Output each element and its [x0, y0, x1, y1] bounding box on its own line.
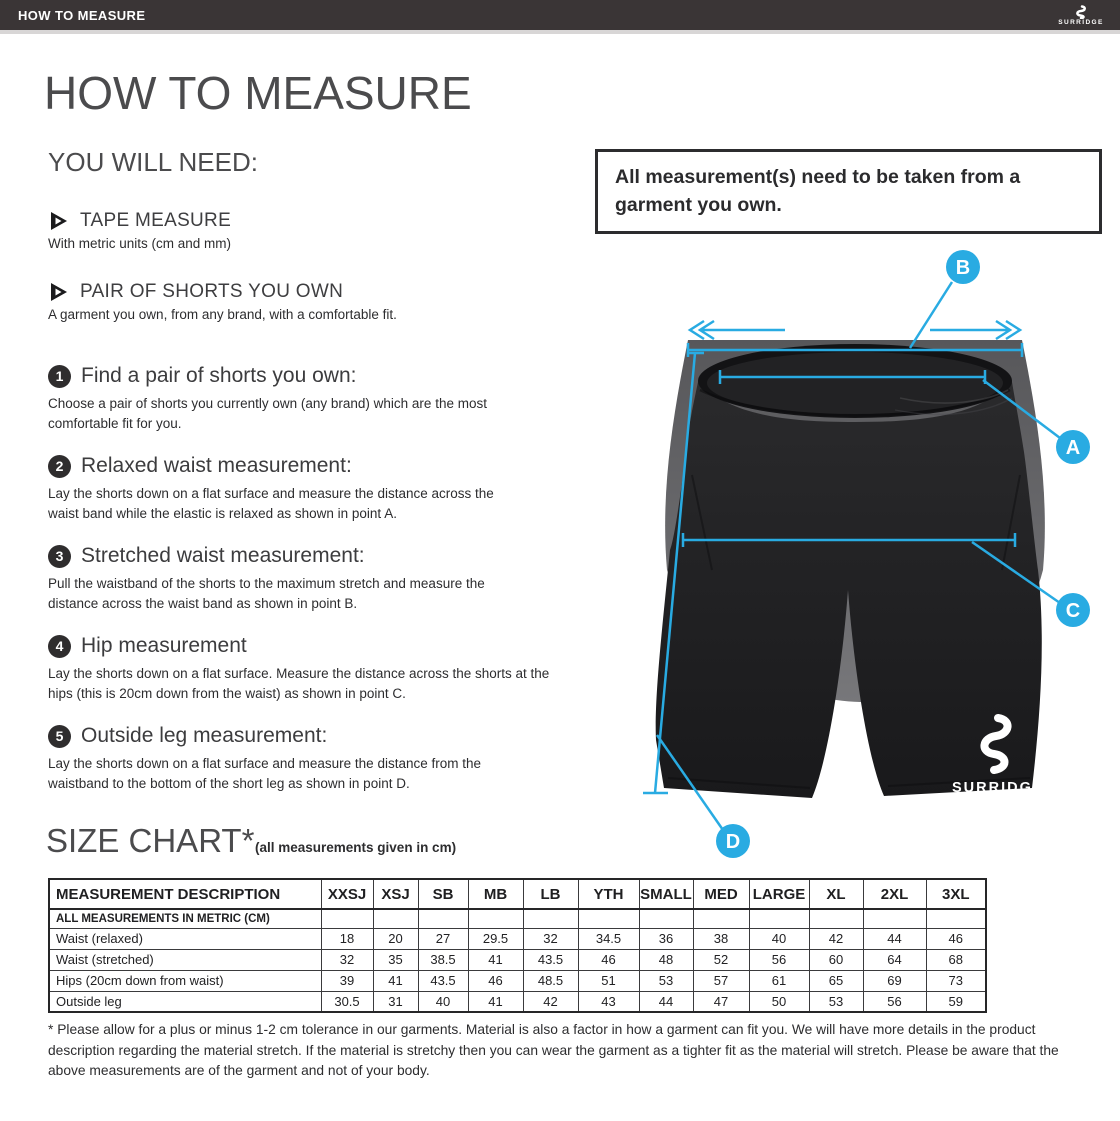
step-body: Choose a pair of shorts you currently own (any brand) which are the most comfortable fit for you. — [48, 396, 487, 432]
value-cell: 29.5 — [468, 928, 523, 949]
svg-text:A: A — [1065, 437, 1081, 459]
surridge-logo-icon — [1073, 5, 1089, 19]
table-row — [49, 949, 986, 970]
size-chart-column-header: XXSJ — [321, 879, 373, 909]
table-row — [49, 991, 986, 1012]
size-chart-column-header: LB — [523, 879, 578, 909]
measure-point-a — [1056, 430, 1090, 464]
value-cell: 52 — [693, 949, 749, 970]
table-cell — [321, 909, 373, 928]
table-cell — [523, 909, 578, 928]
table-cell — [693, 909, 749, 928]
measure-point-d — [716, 824, 750, 858]
size-chart-column-header: SMALL — [639, 879, 693, 909]
table-cell — [749, 909, 809, 928]
size-chart-column-header: YTH — [578, 879, 639, 909]
value-cell: 35 — [373, 949, 418, 970]
table-cell — [468, 909, 523, 928]
leader-line-b — [910, 282, 952, 348]
size-chart-column-header: SB — [418, 879, 468, 909]
row-label-cell: Outside leg — [49, 991, 321, 1012]
value-cell: 43.5 — [418, 970, 468, 991]
value-cell: 57 — [693, 970, 749, 991]
value-cell: 51 — [578, 970, 639, 991]
you-will-need-heading: YOU WILL NEED: — [48, 147, 258, 177]
size-chart-column-header: MB — [468, 879, 523, 909]
value-cell: 53 — [809, 991, 863, 1012]
supply-desc: With metric units (cm and mm) — [48, 236, 232, 251]
step-title: Stretched waist measurement: — [81, 544, 365, 567]
table-cell — [418, 909, 468, 928]
value-cell: 18 — [321, 928, 373, 949]
value-cell: 59 — [926, 991, 986, 1012]
shorts-diagram — [600, 240, 1120, 880]
value-cell: 46 — [468, 970, 523, 991]
supply-desc: A garment you own, from any brand, with a comfortable fit. — [48, 307, 397, 322]
table-cell — [373, 909, 418, 928]
size-chart-column-header: LARGE — [749, 879, 809, 909]
note-text: All measurement(s) need to be taken from a garment you own. — [615, 166, 1021, 216]
table-cell — [926, 909, 986, 928]
step-number-badge: 4 — [48, 635, 71, 658]
size-chart-column-header: 3XL — [926, 879, 986, 909]
step-number-badge: 3 — [48, 545, 71, 568]
table-cell — [863, 909, 926, 928]
step-number-badge: 5 — [48, 725, 71, 748]
supply-name: TAPE MEASURE — [80, 210, 232, 231]
footnote: * Please allow for a plus or minus 1-2 cm tolerance in our garments. Material is also a factor in how a garment can fit you. We will have more details in the product description regarding the material stretch. If the material is stretchy then you can wear the garment as a tighter fit as the material will stretch. Please be aware that the above measurements are of the garment and not of your body. — [48, 1022, 1059, 1079]
topbar-divider — [0, 30, 1120, 34]
measure-point-b — [946, 250, 980, 284]
surridge-brand-logo — [1052, 2, 1110, 28]
topbar — [0, 0, 1120, 30]
value-cell: 48.5 — [523, 970, 578, 991]
value-cell: 34.5 — [578, 928, 639, 949]
size-chart-column-header: 2XL — [863, 879, 926, 909]
supply-item-shorts — [48, 281, 397, 322]
table-row — [49, 970, 986, 991]
svg-text:B: B — [955, 257, 971, 279]
shorts-body — [656, 382, 1042, 798]
page-title: HOW TO MEASURE — [44, 67, 472, 119]
value-cell: 38.5 — [418, 949, 468, 970]
table-cell — [809, 909, 863, 928]
value-cell: 41 — [373, 970, 418, 991]
row-label-cell: Waist (stretched) — [49, 949, 321, 970]
triangle-bullet-icon — [48, 281, 70, 303]
size-chart-column-header: MED — [693, 879, 749, 909]
supply-name: PAIR OF SHORTS YOU OWN — [80, 281, 344, 302]
value-cell: 40 — [749, 928, 809, 949]
garment-logo-text: SURRIDGE — [952, 780, 1045, 796]
measure-point-c — [1056, 593, 1090, 627]
value-cell: 30.5 — [321, 991, 373, 1012]
value-cell: 27 — [418, 928, 468, 949]
value-cell: 56 — [863, 991, 926, 1012]
value-cell: 68 — [926, 949, 986, 970]
step-title: Hip measurement — [81, 634, 247, 657]
size-chart-column-header: XL — [809, 879, 863, 909]
triangle-bullet-icon — [48, 210, 70, 232]
value-cell: 50 — [749, 991, 809, 1012]
value-cell: 43 — [578, 991, 639, 1012]
size-chart-table — [48, 878, 987, 1013]
step-item-4 — [48, 634, 553, 705]
step-number-badge: 2 — [48, 455, 71, 478]
svg-text:D: D — [725, 831, 741, 853]
value-cell: 42 — [809, 928, 863, 949]
shorts-image — [600, 240, 1120, 880]
value-cell: 36 — [639, 928, 693, 949]
value-cell: 46 — [578, 949, 639, 970]
value-cell: 39 — [321, 970, 373, 991]
step-body: Lay the shorts down on a flat surface and measure the distance from the waistband to the bottom of the short leg as shown in point D. — [48, 756, 481, 792]
stretch-arrow-left — [690, 321, 785, 339]
value-cell: 44 — [639, 991, 693, 1012]
table-row — [49, 909, 986, 928]
size-chart-heading: SIZE CHART* — [46, 822, 255, 859]
row-label-cell: Hips (20cm down from waist) — [49, 970, 321, 991]
value-cell: 65 — [809, 970, 863, 991]
step-item-5 — [48, 724, 553, 795]
value-cell: 44 — [863, 928, 926, 949]
table-row — [49, 928, 986, 949]
value-cell: 40 — [418, 991, 468, 1012]
value-cell: 20 — [373, 928, 418, 949]
value-cell: 43.5 — [523, 949, 578, 970]
table-cell — [578, 909, 639, 928]
value-cell: 64 — [863, 949, 926, 970]
note-box — [595, 149, 1102, 234]
value-cell: 32 — [321, 949, 373, 970]
step-item-3 — [48, 544, 553, 615]
step-body: Lay the shorts down on a flat surface. Measure the distance across the shorts at the hips (this is 20cm down from the waist) as shown in point C. — [48, 666, 550, 702]
step-item-1 — [48, 364, 553, 435]
step-title: Outside leg measurement: — [81, 724, 328, 747]
step-body: Pull the waistband of the shorts to the maximum stretch and measure the distance across the waist band as shown in point B. — [48, 576, 485, 612]
value-cell: 69 — [863, 970, 926, 991]
value-cell: 41 — [468, 991, 523, 1012]
table-cell — [639, 909, 693, 928]
value-cell: 32 — [523, 928, 578, 949]
value-cell: 60 — [809, 949, 863, 970]
stretch-arrow-right — [930, 321, 1020, 339]
row-label-cell: Waist (relaxed) — [49, 928, 321, 949]
size-chart-column-header: XSJ — [373, 879, 418, 909]
value-cell: 41 — [468, 949, 523, 970]
topbar-title: HOW TO MEASURE — [18, 7, 146, 23]
value-cell: 42 — [523, 991, 578, 1012]
step-number-badge: 1 — [48, 365, 71, 388]
step-title: Relaxed waist measurement: — [81, 454, 352, 477]
value-cell: 56 — [749, 949, 809, 970]
waist-opening-inner — [707, 352, 1003, 414]
size-chart-column-header: MEASUREMENT DESCRIPTION — [49, 879, 321, 909]
value-cell: 53 — [639, 970, 693, 991]
value-cell: 47 — [693, 991, 749, 1012]
step-body: Lay the shorts down on a flat surface and measure the distance across the waist band while the elastic is relaxed as shown in point A. — [48, 486, 494, 522]
step-title: Find a pair of shorts you own: — [81, 364, 357, 387]
value-cell: 46 — [926, 928, 986, 949]
value-cell: 38 — [693, 928, 749, 949]
topbar-brand-text: SURRIDGE — [1058, 18, 1104, 26]
value-cell: 48 — [639, 949, 693, 970]
value-cell: 31 — [373, 991, 418, 1012]
step-item-2 — [48, 454, 553, 525]
table-cell: ALL MEASUREMENTS IN METRIC (CM) — [49, 909, 321, 928]
size-chart-subtitle: (all measurements given in cm) — [255, 840, 457, 855]
value-cell: 73 — [926, 970, 986, 991]
value-cell: 61 — [749, 970, 809, 991]
svg-text:C: C — [1065, 600, 1081, 622]
supply-item-tape-measure — [48, 210, 231, 251]
